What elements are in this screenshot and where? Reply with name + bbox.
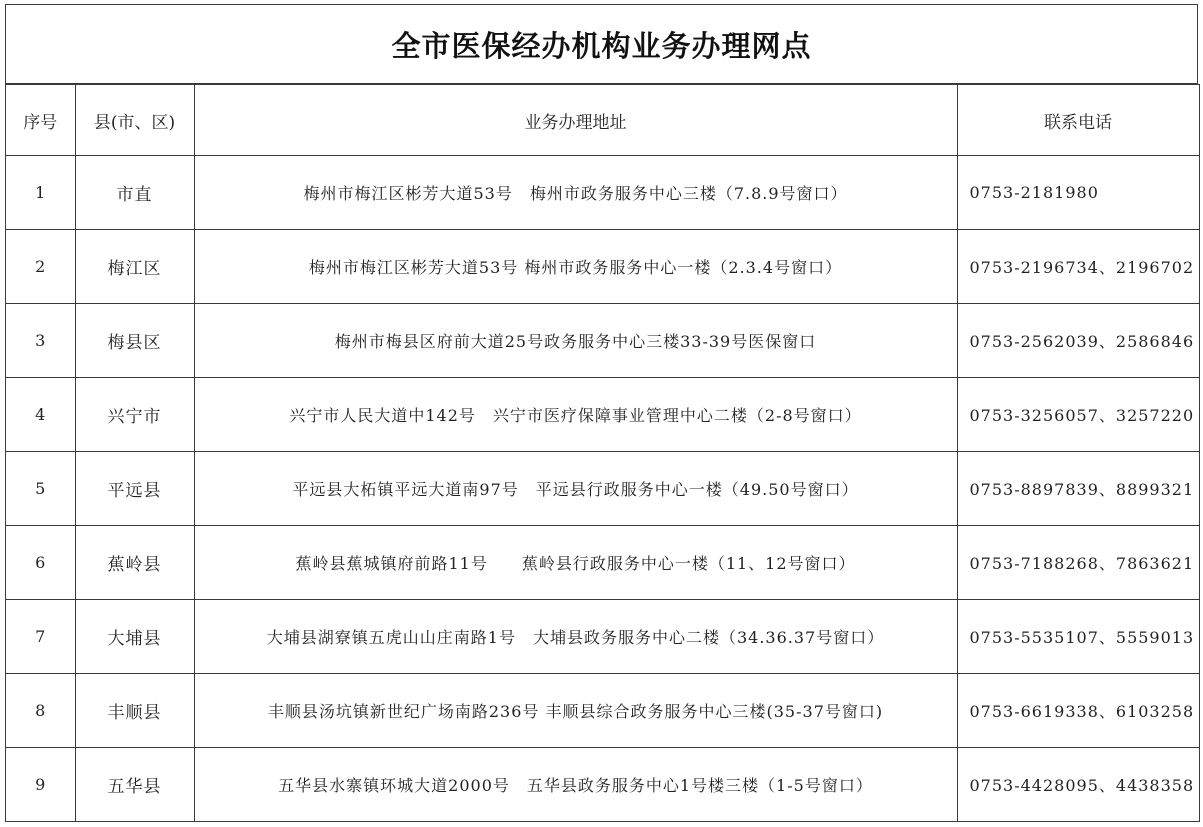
row-no: 5	[6, 452, 75, 526]
row-address: 梅州市梅县区府前大道25号政务服务中心三楼33-39号医保窗口	[194, 304, 957, 378]
row-county: 市直	[75, 156, 194, 230]
row-phone: 0753-2181980	[957, 156, 1199, 230]
row-county: 丰顺县	[75, 674, 194, 748]
row-county: 梅江区	[75, 230, 194, 304]
page-title: 全市医保经办机构业务办理网点	[6, 5, 1198, 84]
row-address: 梅州市梅江区彬芳大道53号 梅州市政务服务中心三楼（7.8.9号窗口）	[194, 156, 957, 230]
header-county: 县(市、区)	[75, 85, 194, 156]
row-phone: 0753-4428095、4438358	[957, 748, 1199, 822]
outlets-table	[6, 84, 1200, 822]
header-phone: 联系电话	[957, 85, 1199, 156]
row-county: 平远县	[75, 452, 194, 526]
row-county: 兴宁市	[75, 378, 194, 452]
row-county: 大埔县	[75, 600, 194, 674]
row-no: 6	[6, 526, 75, 600]
row-no: 3	[6, 304, 75, 378]
row-phone: 0753-2562039、2586846	[957, 304, 1199, 378]
row-county: 五华县	[75, 748, 194, 822]
row-no: 8	[6, 674, 75, 748]
table-row	[6, 526, 1199, 600]
table-row	[6, 156, 1199, 230]
table-row	[6, 600, 1199, 674]
row-address: 平远县大柘镇平远大道南97号 平远县行政服务中心一楼（49.50号窗口）	[194, 452, 957, 526]
row-address: 大埔县湖寮镇五虎山山庄南路1号 大埔县政务服务中心二楼（34.36.37号窗口）	[194, 600, 957, 674]
row-phone: 0753-7188268、7863621	[957, 526, 1199, 600]
row-phone: 0753-2196734、2196702	[957, 230, 1199, 304]
row-no: 7	[6, 600, 75, 674]
table-row	[6, 452, 1199, 526]
header-no: 序号	[6, 85, 75, 156]
row-county: 蕉岭县	[75, 526, 194, 600]
row-no: 4	[6, 378, 75, 452]
table-row	[6, 378, 1199, 452]
row-phone: 0753-3256057、3257220	[957, 378, 1199, 452]
row-phone: 0753-5535107、5559013	[957, 600, 1199, 674]
row-phone: 0753-6619338、6103258	[957, 674, 1199, 748]
row-address: 梅州市梅江区彬芳大道53号 梅州市政务服务中心一楼（2.3.4号窗口）	[194, 230, 957, 304]
row-address: 蕉岭县蕉城镇府前路11号 蕉岭县行政服务中心一楼（11、12号窗口）	[194, 526, 957, 600]
row-phone: 0753-8897839、8899321	[957, 452, 1199, 526]
table-row	[6, 674, 1199, 748]
row-county: 梅县区	[75, 304, 194, 378]
row-address: 兴宁市人民大道中142号 兴宁市医疗保障事业管理中心二楼（2-8号窗口）	[194, 378, 957, 452]
table-row	[6, 230, 1199, 304]
service-outlets-sheet	[5, 4, 1198, 822]
row-no: 1	[6, 156, 75, 230]
table-row	[6, 304, 1199, 378]
table-header-row	[6, 85, 1199, 156]
row-no: 9	[6, 748, 75, 822]
table-row	[6, 748, 1199, 822]
header-address: 业务办理地址	[194, 85, 957, 156]
row-address: 五华县水寨镇环城大道2000号 五华县政务服务中心1号楼三楼（1-5号窗口）	[194, 748, 957, 822]
row-address: 丰顺县汤坑镇新世纪广场南路236号 丰顺县综合政务服务中心三楼(35-37号窗口)	[194, 674, 957, 748]
row-no: 2	[6, 230, 75, 304]
